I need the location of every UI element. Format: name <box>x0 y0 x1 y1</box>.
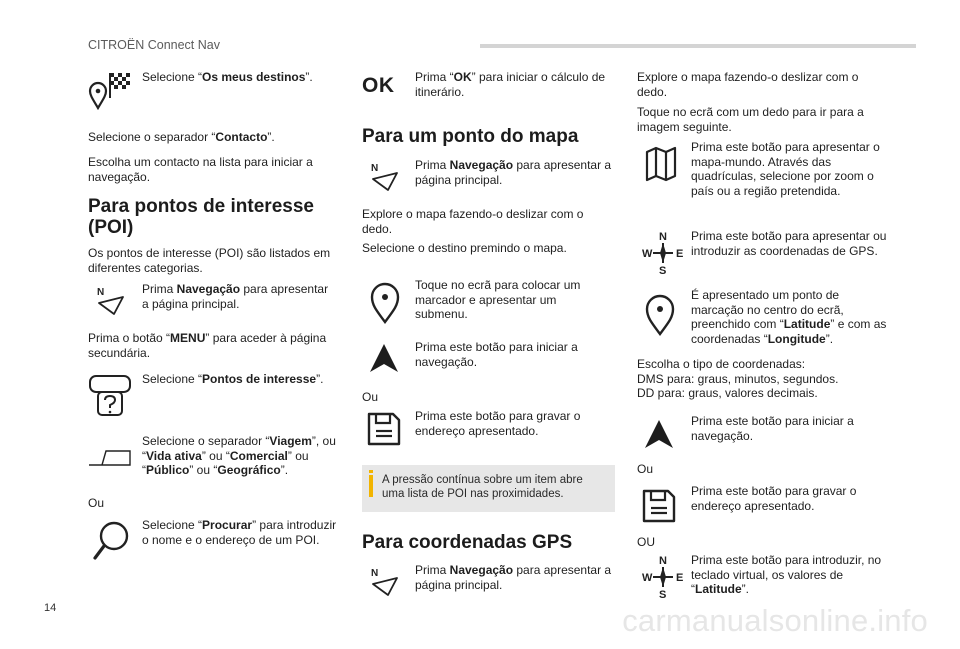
ok-text: Prima “OK” para iniciar o cálculo de itinerário. <box>415 70 606 99</box>
info-icon-bar <box>369 475 373 497</box>
step-save-address <box>362 409 617 449</box>
coordinate-type-text: Escolha o tipo de coordenadas: DMS para: graus, minutos, segundos. DD para: graus, valores decimais. <box>637 357 839 400</box>
info-note-text: A pressão contínua sobre um item abre uma lista de POI nas proximidades. <box>382 474 583 500</box>
step-select-tab <box>88 434 343 482</box>
step-search <box>88 518 343 562</box>
or-text-4: OU <box>637 535 655 549</box>
poi-categories-icon <box>88 372 132 418</box>
compass-e: E <box>676 248 684 260</box>
step-marker <box>362 278 617 326</box>
gps-coordinates-text: Prima este botão para apresentar ou introduzir as coordenadas de GPS. <box>691 229 887 258</box>
save-address-text: Prima este botão para gravar o endereço apresentado. <box>415 409 581 438</box>
navigation-text-2: Prima Navegação para apresentar a página principal. <box>415 158 612 187</box>
step-save-address-2 <box>637 484 892 524</box>
choose-contact-text: Escolha um contacto na lista para iniciar a navegação. <box>88 155 313 184</box>
map-pin-icon <box>370 280 400 324</box>
step-ok <box>362 70 617 104</box>
step-navigation-2 <box>362 158 617 194</box>
start-navigation-text-2: Prima este botão para iniciar a navegação. <box>691 414 854 443</box>
header-divider <box>480 44 916 48</box>
compass-w: W <box>642 248 653 260</box>
compass-s: S <box>659 265 667 276</box>
start-navigation-text: Prima este botão para iniciar a navegação. <box>415 340 578 369</box>
or-text-2: Ou <box>362 390 379 404</box>
svg-text:N: N <box>371 568 379 579</box>
compass-n: N <box>659 231 667 243</box>
navigation-text: Prima Navegação para apresentar a página principal. <box>142 282 329 311</box>
tabs-icon <box>88 448 132 468</box>
navigation-text-3: Prima Navegação para apresentar a página principal. <box>415 563 612 592</box>
save-icon <box>366 411 402 447</box>
navigation-arrow-icon <box>370 566 400 596</box>
points-of-interest-text: Selecione “Pontos de interesse”. <box>142 372 324 386</box>
map-pin-flag-icon <box>88 70 132 110</box>
contact-tab-text: Selecione o separador “Contacto”. <box>88 130 275 144</box>
page-number: 14 <box>44 602 57 614</box>
step-gps-coordinates <box>637 229 897 275</box>
search-text: Selecione “Procurar” para introduzir o nome e o endereço de um POI. <box>142 518 337 547</box>
step-world-map <box>637 140 897 212</box>
compass-icon <box>641 230 685 276</box>
step-start-navigation-2 <box>637 414 892 448</box>
heading-poi: Para pontos de interesse (POI) <box>88 196 314 238</box>
search-icon <box>92 520 132 562</box>
ok-icon: OK <box>362 74 395 97</box>
my-destinations-text: Selecione “Os meus destinos”. <box>142 70 313 84</box>
or-text-1: Ou <box>88 496 105 510</box>
compass-icon <box>641 554 685 600</box>
explore-map-text: Explore o mapa fazendo-o deslizar com o dedo. <box>362 207 584 236</box>
explore-map-text-2: Explore o mapa fazendo-o deslizar com o dedo. <box>637 70 859 99</box>
heading-map-point: Para um ponto do mapa <box>362 126 579 147</box>
world-map-icon <box>645 146 677 182</box>
touch-screen-text: Toque no ecrã com um dedo para ir para a imagem seguinte. <box>637 105 864 134</box>
step-start-navigation <box>362 340 617 374</box>
heading-gps: Para coordenadas GPS <box>362 532 573 553</box>
step-navigation <box>88 282 343 318</box>
header-title: CITROËN Connect Nav <box>88 38 220 52</box>
step-marker-point <box>637 288 897 350</box>
nav-triangle-icon <box>643 418 675 450</box>
svg-text:N: N <box>97 287 105 298</box>
step-my-destinations <box>88 70 348 110</box>
info-icon-dot <box>369 470 373 473</box>
navigation-arrow-icon <box>370 161 400 191</box>
compass-e-2: E <box>676 572 684 584</box>
menu-button-text: Prima o botão “MENU” para aceder à página secundária. <box>88 331 327 360</box>
poi-listed-text: Os pontos de interesse (POI) são listados em diferentes categorias. <box>88 246 331 275</box>
select-tab-text: Selecione o separador “Viagem”, ou “Vida ativa” ou “Comercial” ou “Público” ou “Geográfico”. <box>142 434 336 477</box>
enter-latitude-text: Prima este botão para introduzir, no teclado virtual, os valores de “Latitude”. <box>691 553 882 596</box>
step-navigation-3 <box>362 563 617 599</box>
nav-triangle-icon <box>368 342 400 374</box>
select-destination-text: Selecione o destino premindo o mapa. <box>362 241 567 255</box>
watermark: carmanualsonline.info <box>622 603 928 638</box>
svg-text:N: N <box>371 163 379 174</box>
marker-point-text: É apresentado um ponto de marcação no centro do ecrã, preenchido com “Latitude” e com as coordenadas “Longitude”. <box>691 288 887 346</box>
or-text-3: Ou <box>637 462 654 476</box>
info-note <box>362 465 615 512</box>
marker-text: Toque no ecrã para colocar um marcador e apresentar um submenu. <box>415 278 581 321</box>
navigation-arrow-icon <box>96 285 126 315</box>
map-pin-icon <box>645 292 675 336</box>
save-address-text-2: Prima este botão para gravar o endereço apresentado. <box>691 484 857 513</box>
compass-s-2: S <box>659 589 667 600</box>
world-map-text: Prima este botão para apresentar o mapa-mundo. Através das quadrículas, selecione por zoom o país ou a região pretendida. <box>691 140 880 198</box>
compass-n-2: N <box>659 555 667 567</box>
step-enter-latitude <box>637 553 897 599</box>
step-points-of-interest <box>88 372 343 418</box>
compass-w-2: W <box>642 572 653 584</box>
save-icon <box>641 488 677 524</box>
